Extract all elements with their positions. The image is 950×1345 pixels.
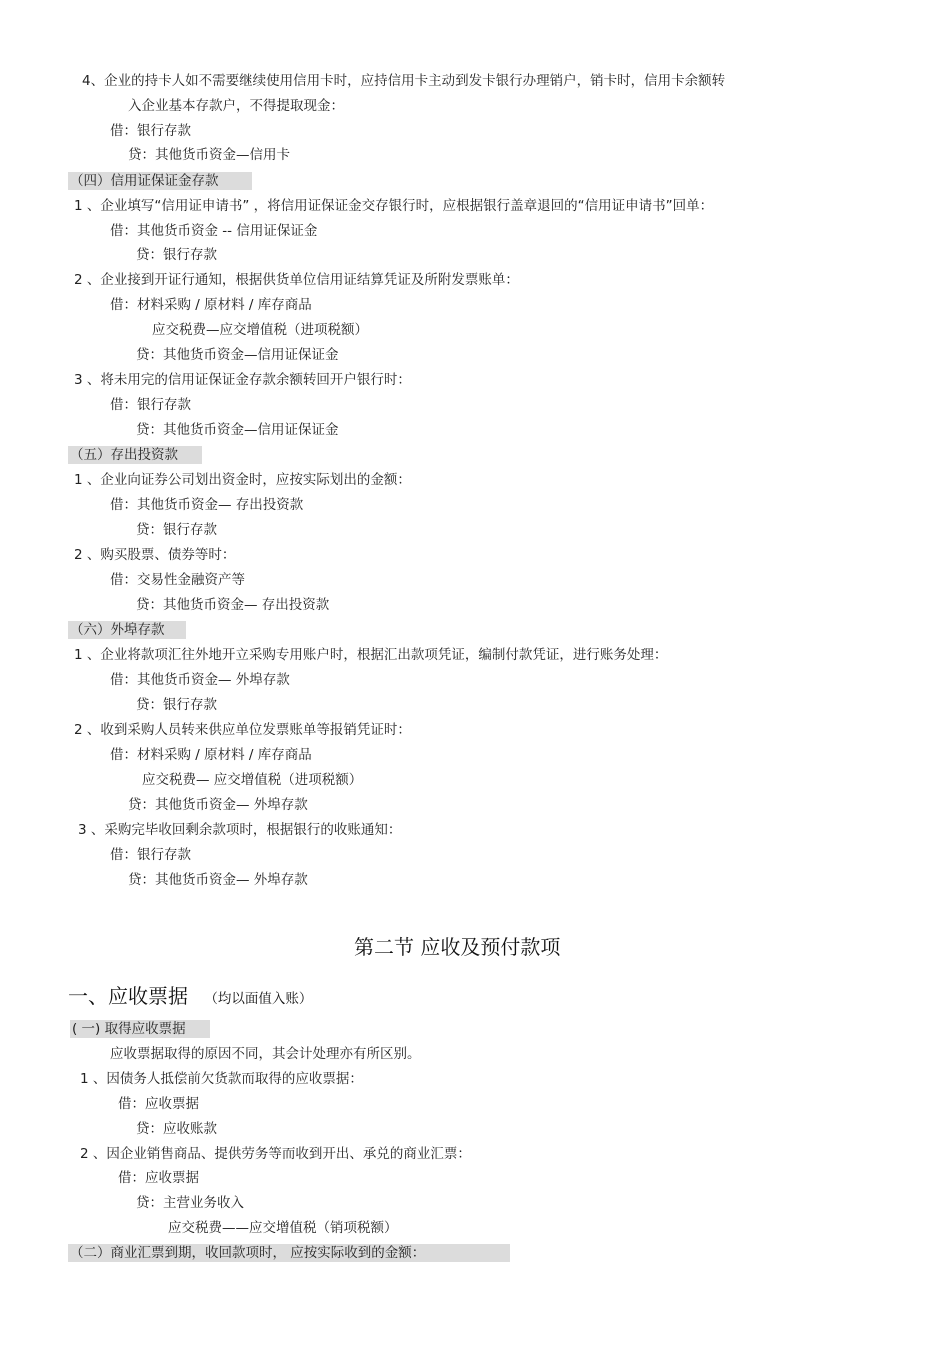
text-line: 入企业基本存款户，不得提取现金：: [128, 98, 344, 114]
debit-line: 借：其他货币资金 -- 信用证保证金: [110, 223, 318, 239]
heading-text: 一、应收票据: [68, 984, 188, 1008]
debit-line: 应交税费— 应交增值税（进项税额）: [142, 772, 363, 788]
credit-line: 贷：其他货币资金—信用卡: [128, 147, 290, 163]
text-line: 1 、企业向证券公司划出资金时，应按实际划出的金额：: [74, 472, 411, 488]
credit-line: 贷：其他货币资金— 存出投资款: [136, 597, 330, 613]
subsection-heading: （六）外埠存款: [68, 621, 186, 639]
text-line: 3 、采购完毕收回剩余款项时，根据银行的收账通知：: [78, 822, 402, 838]
text-line: 2 、企业接到开证行通知，根据供货单位信用证结算凭证及所附发票账单：: [74, 272, 519, 288]
credit-line: 贷：银行存款: [136, 697, 217, 713]
debit-line: 借：材料采购 / 原材料 / 库存商品: [110, 747, 312, 763]
text-line: 1 、企业将款项汇往外地开立采购专用账户时，根据汇出款项凭证，编制付款凭证，进行账务处理：: [74, 647, 668, 663]
chapter-heading: [68, 983, 312, 1012]
debit-line: 借：其他货币资金— 外埠存款: [110, 672, 290, 688]
debit-line: 应交税费—应交增值税（进项税额）: [152, 322, 368, 338]
text-line: 2 、收到采购人员转来供应单位发票账单等报销凭证时：: [74, 722, 411, 738]
section-title: 第二节 应收及预付款项: [354, 935, 561, 959]
credit-line: 贷：应收账款: [136, 1121, 217, 1137]
subsection-heading: （二）商业汇票到期，收回款项时， 应按实际收到的金额：: [68, 1244, 510, 1262]
debit-line: 借：其他货币资金— 存出投资款: [110, 497, 304, 513]
subsection-heading: ( 一) 取得应收票据: [70, 1020, 210, 1038]
text-line: 3 、将未用完的信用证保证金存款余额转回开户银行时：: [74, 372, 411, 388]
credit-line: 贷：其他货币资金— 外埠存款: [128, 872, 308, 888]
debit-line: 借：应收票据: [118, 1170, 199, 1186]
credit-line: 贷：银行存款: [136, 522, 217, 538]
credit-line: 贷：银行存款: [136, 247, 217, 263]
subsection-heading: （五）存出投资款: [68, 446, 202, 464]
credit-line: 贷：主营业务收入: [136, 1195, 244, 1211]
text-line: 2 、购买股票、债券等时：: [74, 547, 236, 563]
text-line: 1 、企业填写“信用证申请书” ，将信用证保证金交存银行时，应根据银行盖章退回的“信用证申请书”回单：: [74, 198, 714, 214]
debit-line: 借：银行存款: [110, 847, 191, 863]
subsection-heading: （四）信用证保证金存款: [68, 172, 252, 190]
debit-line: 借：交易性金融资产等: [110, 572, 245, 588]
credit-line: 应交税费——应交增值税（销项税额）: [168, 1220, 398, 1236]
text-line: 4、企业的持卡人如不需要继续使用信用卡时，应持信用卡主动到发卡银行办理销户，销卡时，信用卡余额转: [82, 73, 726, 89]
text-line: 2 、因企业销售商品、提供劳务等而收到开出、承兑的商业汇票：: [80, 1146, 471, 1162]
credit-line: 贷：其他货币资金— 外埠存款: [128, 797, 308, 813]
debit-line: 借：银行存款: [110, 123, 191, 139]
credit-line: 贷：其他货币资金—信用证保证金: [136, 347, 339, 363]
heading-note: （均以面值入账）: [204, 991, 313, 1007]
debit-line: 借：银行存款: [110, 397, 191, 413]
credit-line: 贷：其他货币资金—信用证保证金: [136, 422, 339, 438]
text-line: 应收票据取得的原因不同，其会计处理亦有所区别。: [110, 1046, 421, 1062]
text-line: 1 、因债务人抵偿前欠货款而取得的应收票据：: [80, 1071, 363, 1087]
debit-line: 借：应收票据: [118, 1096, 199, 1112]
debit-line: 借：材料采购 / 原材料 / 库存商品: [110, 297, 312, 313]
